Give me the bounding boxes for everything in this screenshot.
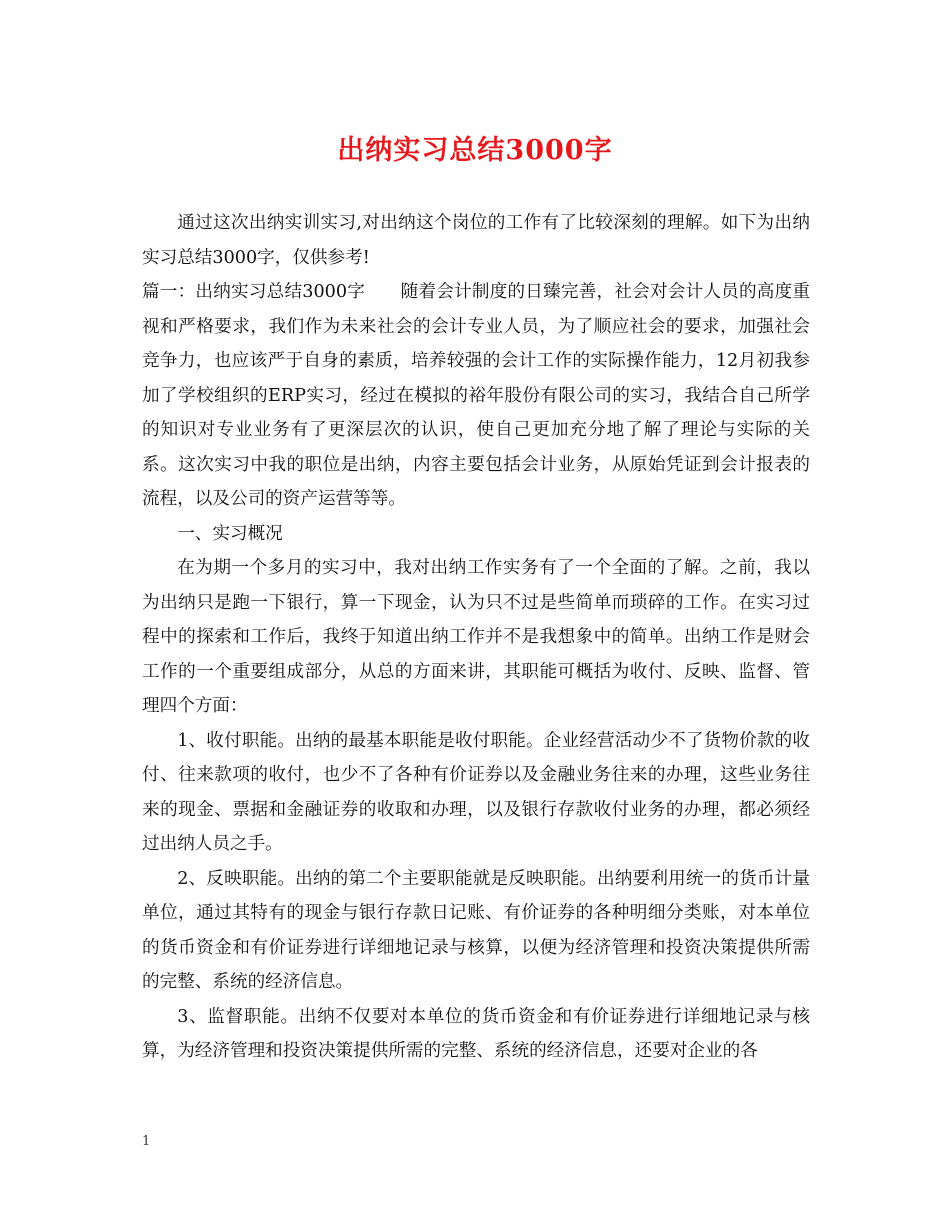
document-body bbox=[142, 206, 810, 1069]
function-item-3: 3、监督职能。出纳不仅要对本单位的货币资金和有价证券进行详细地记录与核算，为经济管理和投资决策提供所需的完整、系统的经济信息，还要对企业的各 bbox=[142, 1006, 810, 1061]
intro-paragraph: 通过这次出纳实训实习,对出纳这个岗位的工作有了比较深刻的理解。如下为出纳实习总结3000字，仅供参考! bbox=[142, 213, 810, 268]
page-number: 1 bbox=[142, 1134, 151, 1149]
function-item-2: 2、反映职能。出纳的第二个主要职能就是反映职能。出纳要利用统一的货币计量单位，通过其特有的现金与银行存款日记账、有价证券的各种明细分类账，对本单位的货币资金和有价证券进行详细地记录与核算，以便为经济管理和投资决策提供所需的完整、系统的经济信息。 bbox=[142, 868, 810, 992]
function-item-1: 1、收付职能。出纳的最基本职能是收付职能。企业经营活动少不了货物价款的收付、往来款项的收付，也少不了各种有价证券以及金融业务往来的办理，这些业务往来的现金、票据和金融证券的收取和办理，以及银行存款收付业务的办理，都必须经过出纳人员之手。 bbox=[142, 730, 810, 854]
section-heading: 一、实习概况 bbox=[177, 523, 283, 544]
page-title: 出纳实习总结3000字 bbox=[337, 135, 613, 166]
part-one-paragraph: 篇一：出纳实习总结3000字 随着会计制度的日臻完善，社会对会计人员的高度重视和严格要求，我们作为未来社会的会计专业人员，为了顺应社会的要求，加强社会竞争力，也应该严于自身的素质，培养较强的会计工作的实际操作能力，12月初我参加了学校组织的ERP实习，经过在模拟的裕年股份有限公司的实习，我结合自己所学的知识对专业业务有了更深层次的认识，使自己更加充分地了解了理论与实际的关系。这次实习中我的职位是出纳，内容主要包括会计业务，从原始凭证到会计报表的流程，以及公司的资产运营等等。 bbox=[142, 282, 810, 509]
overview-paragraph: 在为期一个多月的实习中，我对出纳工作实务有了一个全面的了解。之前，我以为出纳只是跑一下银行，算一下现金，认为只不过是些简单而琐碎的工作。在实习过程中的探索和工作后，我终于知道出纳工作并不是我想象中的简单。出纳工作是财会工作的一个重要组成部分，从总的方面来讲，其职能可概括为收付、反映、监督、管理四个方面： bbox=[142, 558, 810, 716]
